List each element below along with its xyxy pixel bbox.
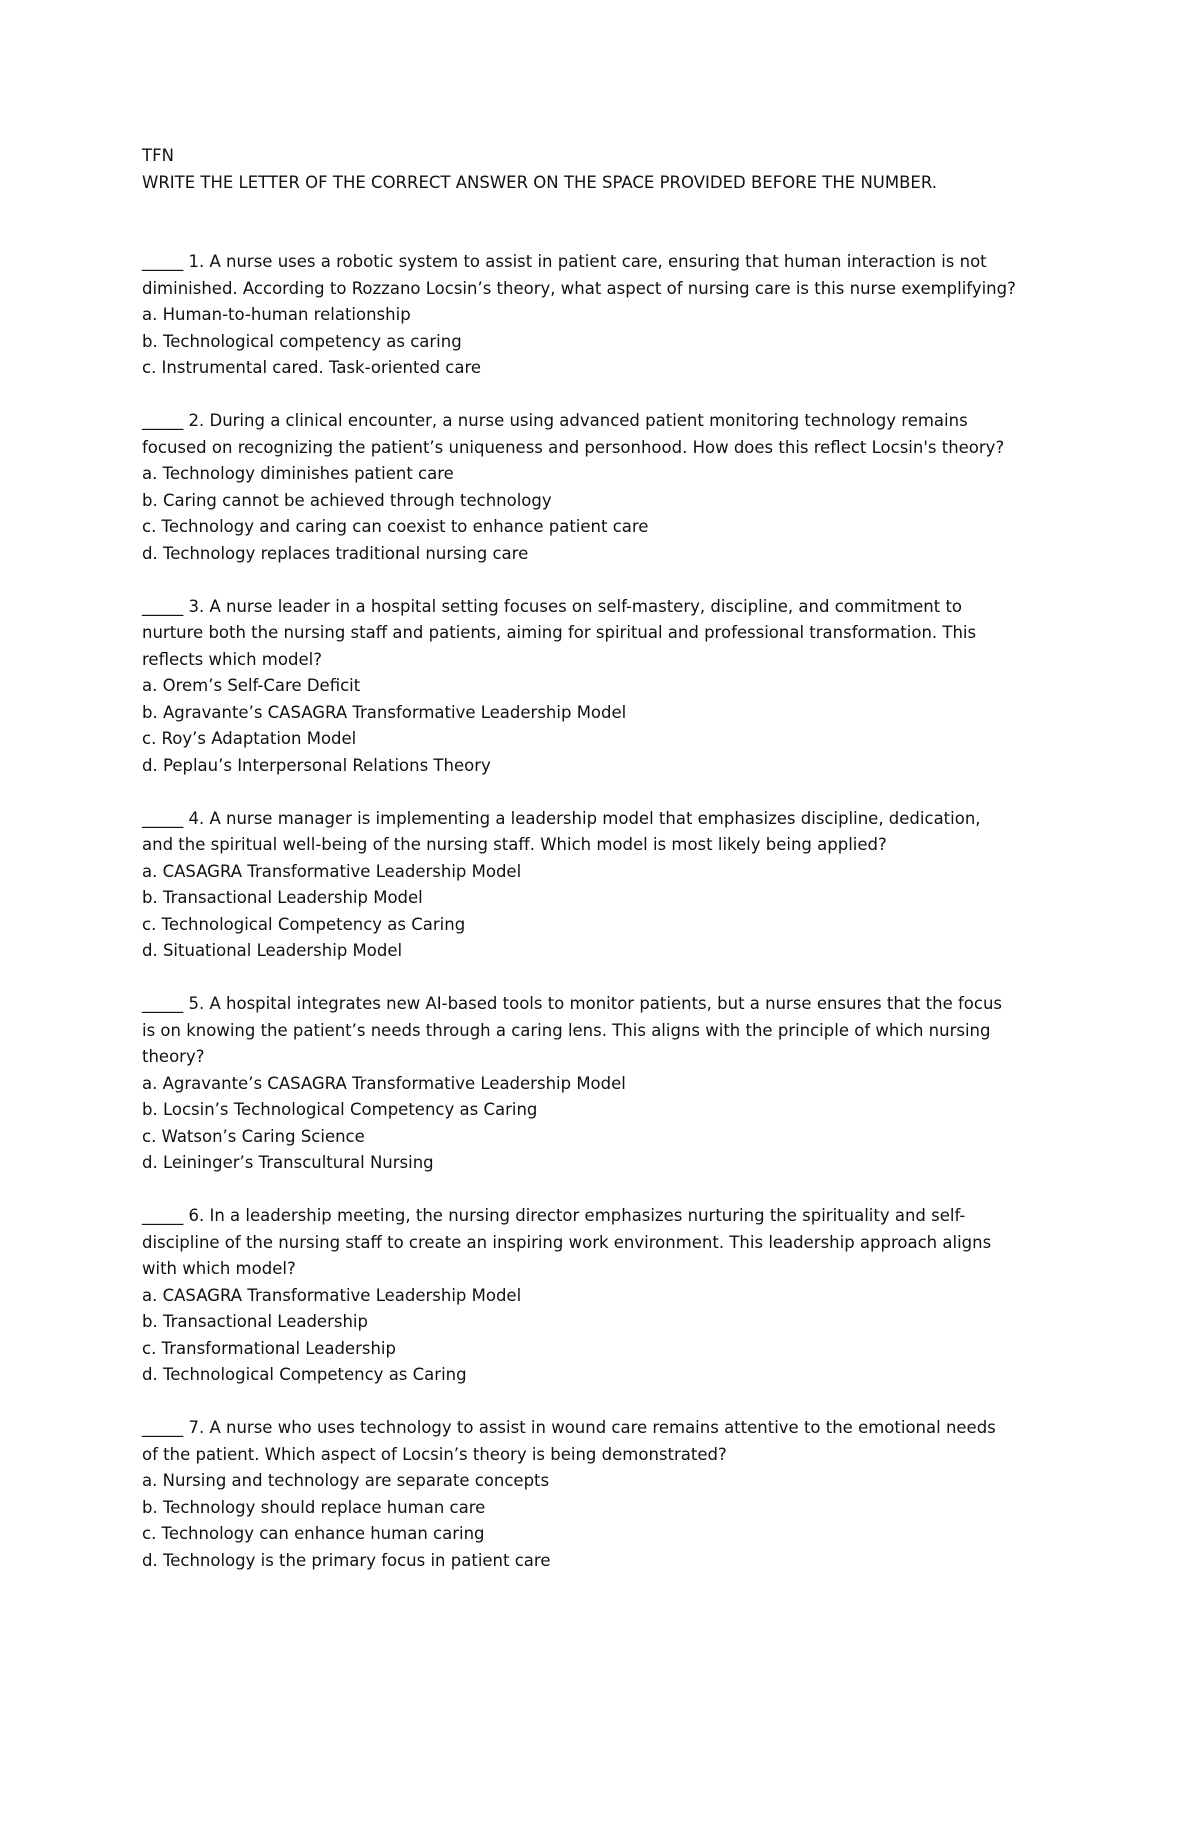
answer-option: a. Agravante’s CASAGRA Transformative Leadership Model bbox=[142, 1073, 626, 1093]
answer-option: b. Caring cannot be achieved through technology bbox=[142, 490, 552, 510]
question-stem-line: _____ 1. A nurse uses a robotic system to assist in patient care, ensuring that human interaction is not bbox=[142, 252, 987, 271]
answer-option: b. Transactional Leadership Model bbox=[142, 888, 423, 907]
question-stem-line: of the patient. Which aspect of Locsin’s theory is being demonstrated? bbox=[142, 1444, 727, 1464]
answer-option: a. Technology diminishes patient care bbox=[142, 464, 454, 483]
answer-option: b. Agravante’s CASAGRA Transformative Leadership Model bbox=[142, 702, 627, 722]
answer-option: c. Technology and caring can coexist to enhance patient care bbox=[142, 517, 649, 536]
answer-option: c. Roy’s Adaptation Model bbox=[142, 729, 357, 748]
answer-option: c. Watson’s Caring Science bbox=[142, 1126, 365, 1146]
spacer bbox=[142, 196, 1042, 249]
answer-option: d. Technology is the primary focus in patient care bbox=[142, 1550, 551, 1570]
question-item bbox=[142, 249, 1042, 382]
answer-option: b. Locsin’s Technological Competency as Caring bbox=[142, 1100, 538, 1119]
answer-option: d. Technological Competency as Caring bbox=[142, 1365, 467, 1384]
question-stem-line: and the spiritual well-being of the nursing staff. Which model is most likely being applied? bbox=[142, 835, 887, 854]
question-stem-line: theory? bbox=[142, 1047, 205, 1066]
answer-option: d. Situational Leadership Model bbox=[142, 941, 403, 960]
question-stem-line: _____ 7. A nurse who uses technology to assist in wound care remains attentive to the emotional needs bbox=[142, 1418, 996, 1437]
question-item bbox=[142, 1415, 1042, 1574]
answer-option: c. Transformational Leadership bbox=[142, 1338, 396, 1358]
question-stem-line: _____ 3. A nurse leader in a hospital setting focuses on self-mastery, discipline, and commitment to bbox=[142, 596, 963, 616]
question-item bbox=[142, 408, 1042, 567]
instructions: WRITE THE LETTER OF THE CORRECT ANSWER ON THE SPACE PROVIDED BEFORE THE NUMBER. bbox=[142, 172, 937, 192]
question-item bbox=[142, 594, 1042, 780]
question-stem-line: with which model? bbox=[142, 1259, 296, 1278]
answer-option: a. Human-to-human relationship bbox=[142, 305, 411, 324]
question-stem-line: diminished. According to Rozzano Locsin’s theory, what aspect of nursing care is this nurse exemplifying? bbox=[142, 278, 1016, 298]
question-stem-line: _____ 5. A hospital integrates new AI-based tools to monitor patients, but a nurse ensures that the focus bbox=[142, 994, 1003, 1013]
answer-option: c. Technological Competency as Caring bbox=[142, 914, 466, 934]
question-stem-line: _____ 2. During a clinical encounter, a nurse using advanced patient monitoring technology remains bbox=[142, 411, 968, 430]
document-body bbox=[142, 143, 1042, 1601]
question-stem-line: is on knowing the patient’s needs through a caring lens. This aligns with the principle of which nursing bbox=[142, 1020, 991, 1040]
answer-option: d. Technology replaces traditional nursing care bbox=[142, 543, 529, 563]
question-stem-line: focused on recognizing the patient’s uniqueness and personhood. How does this reflect Locsin's theory? bbox=[142, 437, 1005, 457]
question-list bbox=[142, 249, 1042, 1574]
answer-option: b. Technological competency as caring bbox=[142, 331, 462, 351]
question-item bbox=[142, 991, 1042, 1177]
question-stem-line: _____ 4. A nurse manager is implementing a leadership model that emphasizes discipline, dedication, bbox=[142, 808, 981, 828]
answer-option: c. Instrumental cared. Task-oriented care bbox=[142, 358, 482, 377]
answer-option: a. Nursing and technology are separate concepts bbox=[142, 1471, 550, 1490]
question-stem-line: discipline of the nursing staff to create an inspiring work environment. This leadership approach aligns bbox=[142, 1232, 992, 1252]
question-item bbox=[142, 1203, 1042, 1389]
answer-option: a. Orem’s Self-Care Deficit bbox=[142, 676, 361, 695]
question-stem-line: nurture both the nursing staff and patients, aiming for spiritual and professional transformation. This bbox=[142, 623, 977, 642]
answer-option: a. CASAGRA Transformative Leadership Model bbox=[142, 1285, 522, 1305]
answer-option: b. Technology should replace human care bbox=[142, 1497, 486, 1517]
document-label: TFN bbox=[142, 146, 174, 165]
answer-option: a. CASAGRA Transformative Leadership Model bbox=[142, 861, 522, 881]
question-item bbox=[142, 806, 1042, 965]
question-stem-line: reflects which model? bbox=[142, 649, 322, 669]
answer-option: d. Leininger’s Transcultural Nursing bbox=[142, 1153, 434, 1172]
answer-option: d. Peplau’s Interpersonal Relations Theory bbox=[142, 755, 491, 775]
answer-option: b. Transactional Leadership bbox=[142, 1312, 368, 1331]
answer-option: c. Technology can enhance human caring bbox=[142, 1524, 485, 1543]
question-stem-line: _____ 6. In a leadership meeting, the nursing director emphasizes nurturing the spirituality and self- bbox=[142, 1206, 966, 1225]
